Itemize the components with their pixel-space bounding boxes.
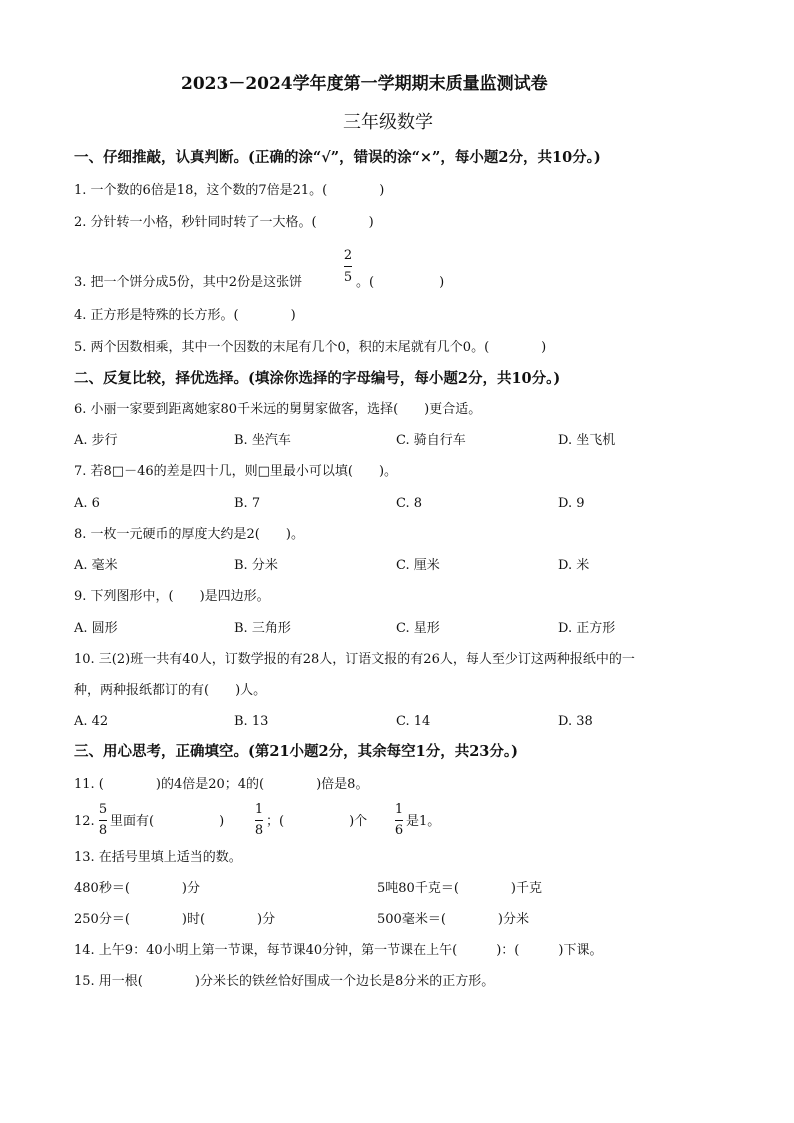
option-b: B. 7 [234, 496, 261, 511]
question-6: 6. 小丽一家要到距离她家80千米远的舅舅家做客，选择( )更合适。 [74, 402, 482, 417]
option-a: A. 圆形 [74, 621, 118, 636]
question-12-label: 12. [74, 814, 95, 829]
option-b: B. 坐汽车 [234, 433, 291, 448]
fraction-denominator: 8 [254, 823, 264, 838]
question-13-c: 250分＝( )时( )分 [74, 912, 276, 927]
question-14: 14. 上午9：40小明上第一节课，每节课40分钟，第一节课在上午( )：( )下课。 [74, 943, 603, 958]
fraction-numerator: 1 [254, 802, 264, 817]
fraction-denominator: 6 [394, 823, 404, 838]
question-13: 13. 在括号里填上适当的数。 [74, 850, 242, 865]
fraction-denominator: 5 [343, 270, 353, 285]
question-8: 8. 一枚一元硬币的厚度大约是2( )。 [74, 527, 304, 542]
question-12-text-3: 是1。 [406, 814, 441, 829]
fraction-denominator: 8 [98, 823, 108, 838]
page-title: 2023－2024学年度第一学期期末质量监测试卷 [181, 74, 548, 94]
fraction-bar [255, 820, 263, 821]
question-5: 5. 两个因数相乘，其中一个因数的末尾有几个0，积的末尾就有几个0。( ) [74, 340, 547, 355]
option-d: D. 正方形 [558, 621, 616, 636]
option-b: B. 三角形 [234, 621, 291, 636]
fraction-bar [99, 820, 107, 821]
question-10-line-2: 种，两种报纸都订的有( )人。 [74, 683, 267, 698]
question-13-b: 5吨80千克＝( )千克 [377, 881, 542, 896]
option-b: B. 分米 [234, 558, 278, 573]
section-3-heading: 三、用心思考，正确填空。(第21小题2分，其余每空1分，共23分。) [74, 743, 519, 760]
question-3-text: 3. 把一个饼分成5份，其中2份是这张饼 [74, 275, 303, 290]
fraction-bar [395, 820, 403, 821]
question-12-text-1: 里面有( ) [110, 814, 225, 829]
fraction-numerator: 5 [98, 802, 108, 817]
question-11: 11. ( )的4倍是20；4的( )倍是8。 [74, 777, 369, 792]
question-15: 15. 用一根( )分米长的铁丝恰好围成一个边长是8分米的正方形。 [74, 974, 495, 989]
page-subtitle: 三年级数学 [343, 112, 433, 133]
question-10-line-1: 10. 三(2)班一共有40人，订数学报的有28人，订语文报的有26人，每人至少订这两种报纸中的一 [74, 652, 635, 667]
question-4: 4. 正方形是特殊的长方形。( ) [74, 308, 296, 323]
question-7: 7. 若8□－46的差是四十几，则□里最小可以填( )。 [74, 464, 398, 479]
option-d: D. 9 [558, 496, 585, 511]
option-b: B. 13 [234, 714, 269, 729]
question-13-d: 500毫米＝( )分米 [377, 912, 529, 927]
question-1: 1. 一个数的6倍是18，这个数的7倍是21。( ) [74, 183, 385, 198]
option-c: C. 骑自行车 [396, 433, 466, 448]
fraction-numerator: 2 [343, 248, 353, 263]
option-a: A. 毫米 [74, 558, 118, 573]
option-d: D. 米 [558, 558, 590, 573]
option-c: C. 8 [396, 496, 423, 511]
question-2: 2. 分针转一小格，秒针同时转了一大格。( ) [74, 215, 374, 230]
fraction-numerator: 1 [394, 802, 404, 817]
question-13-a: 480秒＝( )分 [74, 881, 200, 896]
option-c: C. 14 [396, 714, 431, 729]
option-a: A. 步行 [74, 433, 118, 448]
question-9: 9. 下列图形中，( )是四边形。 [74, 589, 270, 604]
question-12-text-2: ；( )个 [266, 814, 368, 829]
option-a: A. 42 [74, 714, 109, 729]
fraction-bar [344, 266, 352, 267]
section-1-heading: 一、仔细推敲，认真判断。(正确的涂“√”，错误的涂“×”，每小题2分，共10分。) [74, 149, 601, 166]
option-a: A. 6 [74, 496, 100, 511]
option-d: D. 38 [558, 714, 593, 729]
section-2-heading: 二、反复比较，择优选择。(填涂你选择的字母编号，每小题2分，共10分。) [74, 370, 561, 387]
question-3-blank: 。( ) [356, 275, 445, 290]
option-c: C. 星形 [396, 621, 440, 636]
option-c: C. 厘米 [396, 558, 440, 573]
option-d: D. 坐飞机 [558, 433, 616, 448]
